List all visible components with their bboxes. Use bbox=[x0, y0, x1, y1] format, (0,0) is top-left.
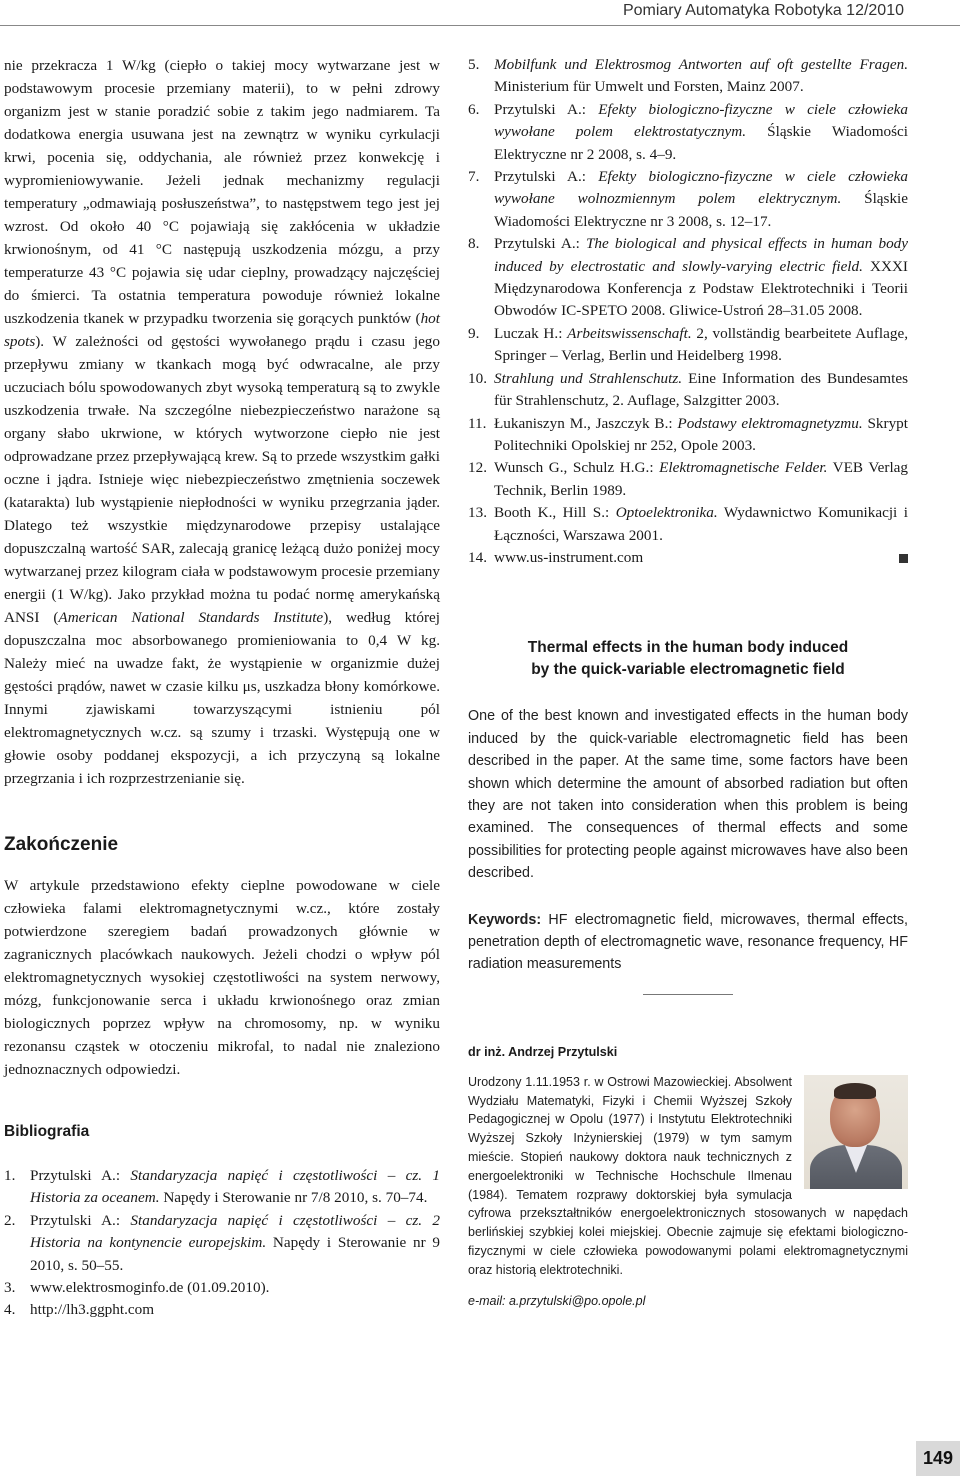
divider bbox=[643, 994, 733, 995]
keywords-label: Keywords: bbox=[468, 911, 542, 928]
ref-author: Booth K., Hill S.: bbox=[494, 504, 616, 522]
ref-title: Optoelektronika. bbox=[615, 504, 718, 522]
ref-text bbox=[494, 54, 908, 99]
ref-text bbox=[494, 413, 908, 458]
ref-number: 6. bbox=[468, 100, 480, 118]
ref-link[interactable]: http://lh3.ggpht.com bbox=[30, 1301, 155, 1319]
author-email[interactable]: e-mail: a.przytulski@po.opole.pl bbox=[468, 1293, 646, 1308]
section-title-conclusion: Zakończenie bbox=[4, 834, 119, 855]
author-bio-block bbox=[468, 1073, 908, 1280]
abstract-title bbox=[468, 637, 908, 681]
photo-hair bbox=[834, 1083, 876, 1099]
ref-source: Skrypt Politechniki Opolskiej nr 252, Opole 2003. bbox=[494, 414, 908, 454]
bibliography-list-left bbox=[4, 1165, 440, 1322]
ref-author: Przytulski A.: bbox=[30, 1211, 131, 1229]
text-run: nie przekracza 1 W/kg (ciepło o takiej mocy wytwarzane jest w podstawowym procesie przemiany materii), to w pełni zdrowy organizm jest w stanie poradzić sobie z takim jego nadmiarem. Ta dodatkowa energia usuwana jest na zewnątrz w wyniku cyrkulacji krwi, pocenia się, oddychania, ale również przez konwekcję i wypromieniowywanie. Jeżeli jednak mechanizmy regulacji temperatury „odmawiają posłuszeństwa”, to następstwem tego jest jej wzrost. Od około 40 °C pojawiają się zakłócenia w układzie krwionośnym, od 41 °C następują uszkodzenia mózgu, a przy temperaturze 43 °C pojawia się udar cieplny, prowadzący najczęściej do śmierci. Ta ostatnia temperatura powoduje również lokalne uszkodzenia tkanek w przypadku tworzenia się gorących punktów ( bbox=[4, 57, 440, 327]
right-column bbox=[468, 54, 908, 1308]
ref-source: Wydawnictwo Komunikacji i Łączności, Warszawa 2001. bbox=[494, 504, 908, 544]
keywords-text: HF electromagnetic field, microwaves, thermal effects, penetration depth of electromagnetic wave, resonance frequency, HF radiation measurements bbox=[468, 911, 908, 973]
ref-title: Efekty biologiczno-fizyczne w ciele człowieka wywołane polem elektrostatycznym. bbox=[494, 100, 908, 141]
ref-text bbox=[494, 368, 908, 413]
bibliography-item bbox=[468, 99, 908, 166]
ref-number: 4. bbox=[4, 1301, 16, 1319]
ref-text bbox=[494, 502, 908, 547]
bibliography-item bbox=[468, 413, 908, 458]
conclusion-text: W artykule przedstawiono efekty cieplne powodowane w ciele człowieka falami elektromagnetycznymi w.cz., które zostały potwierdzone szeregiem badań prowadzonych głównie w zagranicznych placówkach naukowych. Jeżeli chodzi o wpływ pól elektromagnetycznych wysokiej częstotliwości na system nerwowy, mózg, funkcjonowanie serca i układu krwionośnego oraz zmian biologicznych poprzez wpływ na chromosomy, np. w wyniku rezonansu cząstek w otoczeniu mikrofal, to nadal nie znaleziono jednoznacznych odpowiedzi. bbox=[4, 877, 440, 1078]
ref-number: 7. bbox=[468, 168, 480, 186]
ref-link[interactable]: www.elektrosmoginfo.de (01.09.2010). bbox=[30, 1279, 270, 1297]
bibliography-title: Bibliografia bbox=[4, 1123, 90, 1140]
ref-number: 3. bbox=[4, 1279, 16, 1297]
bibliography-item bbox=[468, 54, 908, 99]
bibliography-item bbox=[468, 457, 908, 502]
text-run: ), według której dopuszczalna moc absorbowanego promieniowania to 0,4 W kg. Należy mieć na uwadze fakt, że wystąpienie w organizmie dużej gęstości prądów, nawet w czasie kilku μs, uszkadza błony komórkowe. Innymi zjawiskami towarzyszącymi istnieniu pól elektromagnetycznych w.cz. są szumy i trzaski. Występują one w głowie osoby poddanej ekspozycji, a ich przyczyną są lokalne przegrzania i ich rozprzestrzenianie się. bbox=[4, 609, 440, 787]
ref-source: 2, vollständig bearbeitete Auflage, Springer – Verlag, Berlin und Heidelberg 1998. bbox=[494, 324, 908, 365]
ref-text bbox=[30, 1299, 440, 1321]
ref-author: Przytulski A.: bbox=[30, 1167, 131, 1184]
ref-text bbox=[494, 323, 908, 368]
ref-source: Śląskie Wiadomości Elektryczne nr 2 2008, s. 4–9. bbox=[494, 123, 908, 163]
bibliography-item bbox=[4, 1277, 440, 1299]
ref-text bbox=[30, 1210, 440, 1277]
abstract-title-line: Thermal effects in the human body induced bbox=[527, 639, 849, 657]
ref-title: Podstawy elektromagnetyzmu. bbox=[677, 414, 863, 432]
left-column bbox=[4, 54, 440, 1322]
ref-number: 5. bbox=[468, 56, 480, 73]
abstract-title-line: by the quick-variable electromagnetic field bbox=[531, 661, 845, 679]
ref-source: VEB Verlag Technik, Berlin 1989. bbox=[494, 459, 908, 499]
ref-title: The biological and physical effects in human body induced by electrostatic and slowly-varying electric field. bbox=[494, 235, 908, 275]
bibliography-item bbox=[468, 547, 908, 569]
ref-link[interactable]: www.us-instrument.com bbox=[494, 548, 644, 566]
text-run: ). W zależności od gęstości wywołanego prądu i czasu jego przepływu zmiany w tkankach mogą być odwracalne, ale przy uczuciach bólu spowodowanych zbyt wysoką temperaturą są to zwykle uszkodzenia trwałe. Na szczególne niebezpieczeństwo narażone są organy słabo ukrwione, w których wytworzone ciepło nie jest odprowadzane przez przepływającą krew. Są to przede wszystkim gałki oczne i jądra. Istnieje więc niebezpieczeństwo zmętnienia soczewek (katarakta) lub wystąpienie niepłodności w wyniku przegrzania jąder. Dlatego też wszystkie międzynarodowe przepisy ustalające dopuszczalną wartość SAR, zalecają granicę leżącą dużo poniżej mocy wytwarzanej przez kilogram ciała w podstawowym procesie przemiany energii (1 W/kg). Jako przykład można tu podać normę amerykańską ANSI ( bbox=[4, 333, 440, 626]
ref-title: Arbeitswissenschaft. bbox=[567, 324, 692, 342]
ref-author: Wunsch G., Schulz H.G.: bbox=[494, 459, 660, 477]
bibliography-item bbox=[468, 166, 908, 233]
ref-source: XXXI Międzynarodowa Konferencja z Podstaw Elektrotechniki i Teorii Obwodów IC-SPETO 2008. Gliwice-Ustroń 28–31.05 2008. bbox=[494, 257, 908, 320]
ref-text bbox=[494, 457, 908, 502]
ref-number: 10. bbox=[468, 369, 487, 387]
ref-text bbox=[494, 99, 908, 166]
ref-number: 12. bbox=[468, 459, 487, 477]
bibliography-item bbox=[468, 323, 908, 368]
ref-number: 9. bbox=[468, 324, 480, 342]
ref-title: Standaryzacja napięć i częstotliwości – cz. 1 Historia za oceanem. bbox=[30, 1167, 440, 1207]
ref-text bbox=[494, 233, 908, 323]
ref-source: Napędy i Sterowanie nr 7/8 2010, s. 70–74. bbox=[159, 1189, 428, 1207]
ref-number: 11. bbox=[468, 414, 487, 432]
ref-author: Luczak H.: bbox=[494, 324, 568, 342]
bibliography-item bbox=[4, 1210, 440, 1277]
ref-text bbox=[494, 166, 908, 233]
ref-number: 13. bbox=[468, 504, 487, 522]
ref-author: Przytulski A.: bbox=[494, 235, 586, 253]
bibliography-item bbox=[468, 233, 908, 323]
ref-title: Standaryzacja napięć i częstotliwości – cz. 2 Historia na kontynencie europejskim. bbox=[30, 1211, 440, 1252]
end-of-article-marker bbox=[899, 554, 908, 563]
ref-title: Mobilfunk und Elektrosmog Antworten auf oft gestellte Fragen. bbox=[494, 56, 908, 73]
author-block bbox=[468, 1045, 908, 1308]
ref-source: Eine Information des Bundesamtes für Strahlenschutz, 2. Auflage, Salzgitter 2003. bbox=[494, 369, 908, 410]
italic-term: American National Standards Institute bbox=[58, 609, 324, 626]
ref-source: Śląskie Wiadomości Elektryczne nr 3 2008, s. 12–17. bbox=[494, 190, 909, 230]
conclusion-paragraph bbox=[4, 874, 440, 1081]
author-name: dr inż. Andrzej Przytulski bbox=[468, 1044, 618, 1059]
bibliography-item bbox=[468, 502, 908, 547]
bibliography-item bbox=[4, 1299, 440, 1321]
ref-number: 2. bbox=[4, 1211, 16, 1229]
abstract-text: One of the best known and investigated effects in the human body induced by the quick-variable electromagnetic field has been described in the paper. At the same time, some factors have been shown which determine the amount of absorbed radiation but often they are not taken into consideration when this problem is being examined. The consequences of thermal effects and some possibilities for protecting people against microwaves have also been described. bbox=[468, 708, 908, 882]
ref-source: Napędy i Sterowanie nr 9 2010, s. 50–55. bbox=[30, 1234, 440, 1274]
keywords bbox=[468, 909, 908, 976]
page-number: 149 bbox=[916, 1441, 960, 1476]
ref-text bbox=[30, 1165, 440, 1210]
ref-number: 14. bbox=[468, 548, 487, 566]
ref-author: Przytulski A.: bbox=[494, 168, 599, 186]
ref-source: Ministerium für Umwelt und Forsten, Mainz 2007. bbox=[494, 78, 804, 96]
journal-title: Pomiary Automatyka Robotyka 12/2010 bbox=[622, 2, 904, 19]
ref-title: Elektromagnetische Felder. bbox=[659, 459, 828, 477]
page-header bbox=[0, 0, 960, 26]
author-photo bbox=[804, 1075, 908, 1189]
ref-title: Strahlung und Strahlenschutz. bbox=[494, 369, 683, 387]
abstract-block bbox=[468, 637, 908, 994]
body-paragraph bbox=[4, 54, 440, 790]
italic-term: hot spots bbox=[4, 310, 440, 350]
ref-number: 1. bbox=[4, 1167, 16, 1184]
author-bio: Urodzony 1.11.1953 r. w Ostrowi Mazowieckiej. Absolwent Wydziału Matematyki, Fizyki i Chemii Wyższej Szkoły Pedagogicznej w Opolu (1977) i Instytutu Elektrotechniki Wyższej Szkoły Inżynierskiej (1979) w tym samym mieście. Stopień naukowy doktora nauk technicznych z energoelektroniki w Technische Hochschule Ilmenau (1984). Tematem rozprawy doktorskiej była symulacja cyfrowa przekształtników energoelektronicznych stosowanych w napędach berlińskiej szybkiej kolei miejskiej. Obecnie zajmuje się efektami biologiczno-fizycznymi w ciele człowieka powodowanymi polami elektromagnetycznymi oraz historią elektrotechniki. bbox=[468, 1074, 908, 1277]
ref-text bbox=[30, 1277, 440, 1299]
bibliography-item bbox=[468, 368, 908, 413]
ref-number: 8. bbox=[468, 235, 480, 253]
ref-text bbox=[494, 547, 908, 569]
bibliography-item bbox=[4, 1165, 440, 1210]
bibliography-list-right bbox=[468, 54, 908, 569]
ref-author: Łukaniszyn M., Jaszczyk B.: bbox=[494, 414, 678, 432]
ref-title: Efekty biologiczno-fizyczne w ciele człowieka wywołane wolnozmiennym polem elektrycznym. bbox=[494, 168, 908, 208]
ref-author: Przytulski A.: bbox=[494, 100, 599, 118]
